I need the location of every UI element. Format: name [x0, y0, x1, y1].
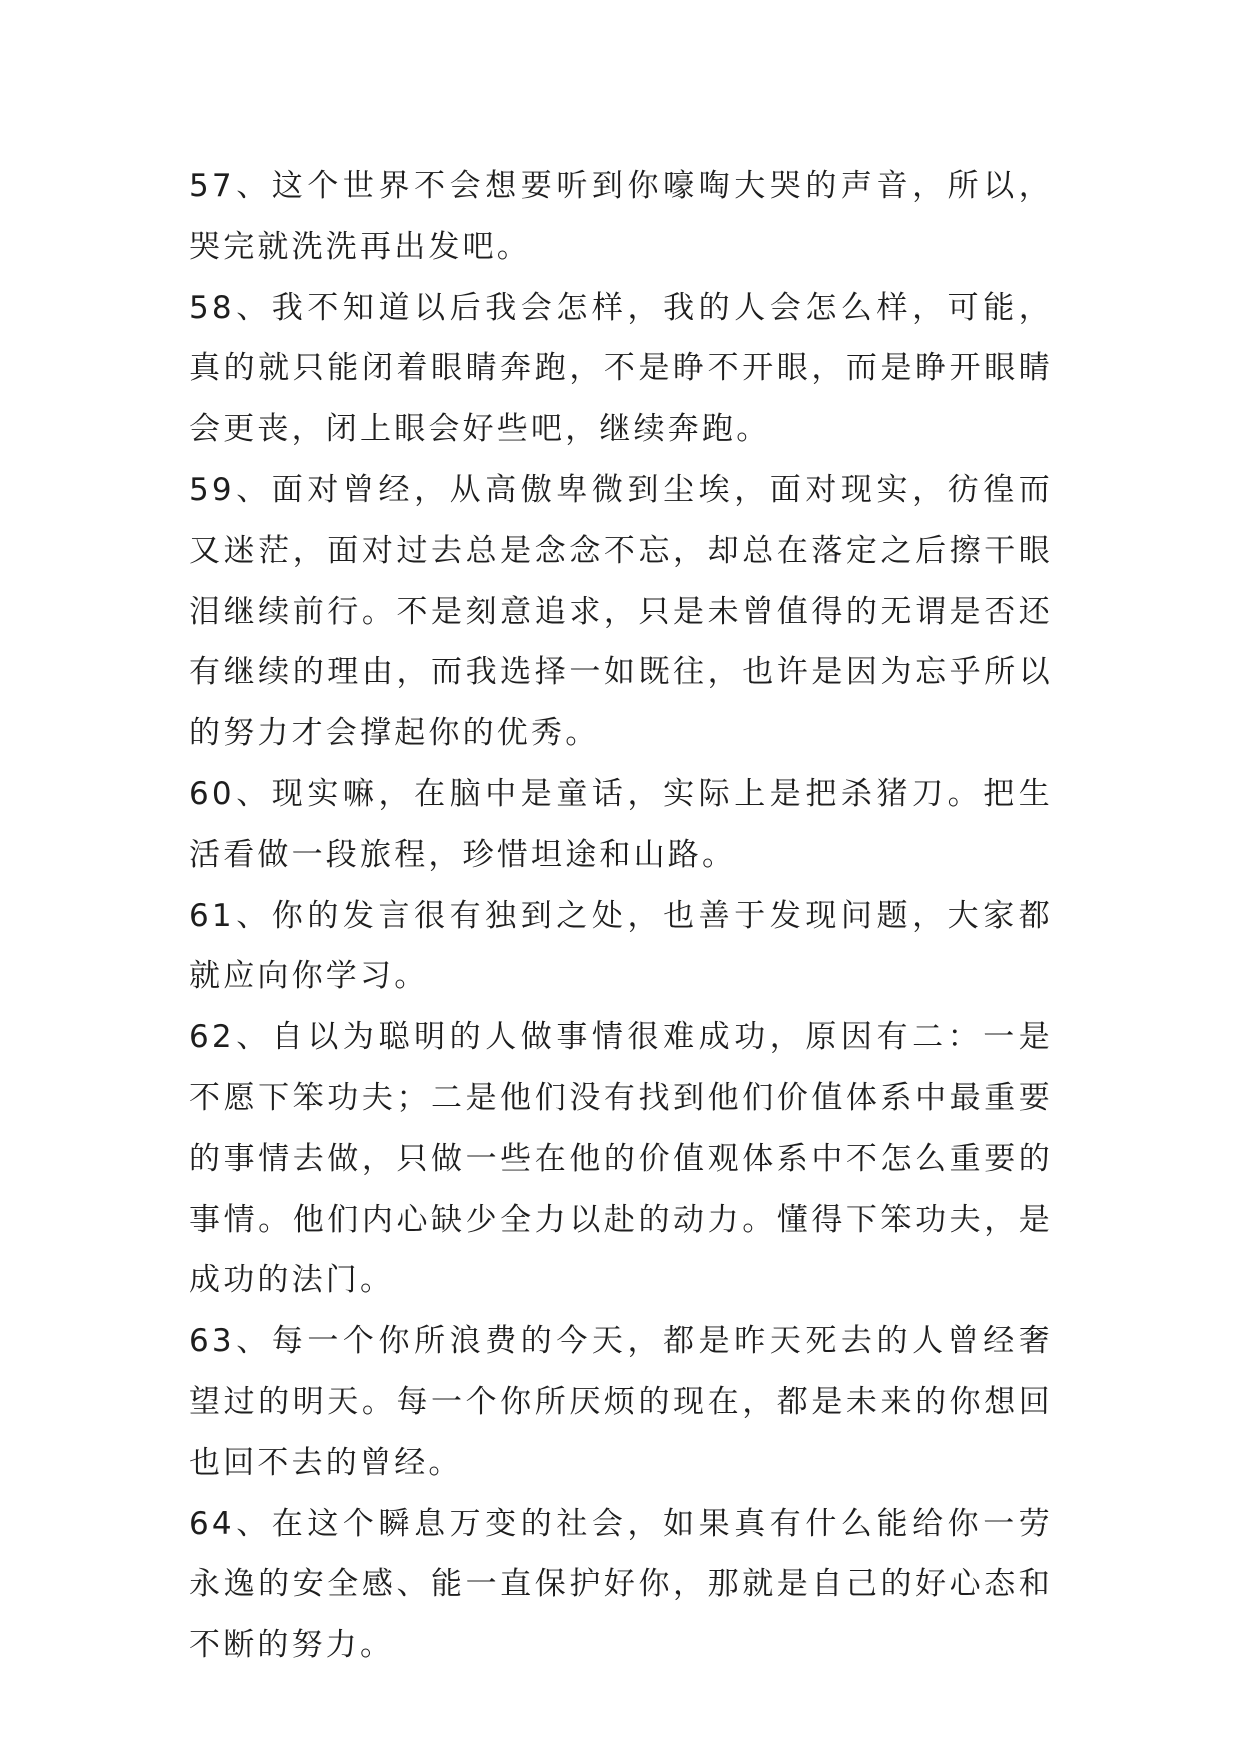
paragraph-62: 62、自以为聪明的人做事情很难成功，原因有二：一是不愿下笨功夫；二是他们没有找到他们价值体系中最重要的事情去做，只做一些在他的价值观体系中不怎么重要的事情。他们内心缺少全力以赴的动力。懂得下笨功夫，是成功的法门。	[189, 1019, 1053, 1299]
paragraph-63: 63、每一个你所浪费的今天，都是昨天死去的人曾经奢望过的明天。每一个你所厌烦的现在，都是未来的你想回也回不去的曾经。	[189, 1323, 1053, 1481]
paragraph-60: 60、现实嘛，在脑中是童话，实际上是把杀猪刀。把生活看做一段旅程，珍惜坦途和山路。	[189, 775, 1053, 873]
paragraph-58: 58、我不知道以后我会怎样，我的人会怎么样，可能，真的就只能闭着眼睛奔跑，不是睁不开眼，而是睁开眼睛会更丧，闭上眼会好些吧，继续奔跑。	[189, 289, 1053, 448]
paragraph-61: 61、你的发言很有独到之处，也善于发现问题，大家都就应向你学习。	[189, 897, 1053, 995]
paragraph-57: 57、这个世界不会想要听到你嚎啕大哭的声音，所以，哭完就洗洗再出发吧。	[189, 168, 1053, 265]
paragraph-59: 59、面对曾经，从高傲卑微到尘埃，面对现实，彷徨而又迷茫，面对过去总是念念不忘，却总在落定之后擦干眼泪继续前行。不是刻意追求，只是未曾值得的无谓是否还有继续的理由，而我选择一如既往，也许是因为忘乎所以的努力才会撑起你的优秀。	[189, 471, 1053, 752]
document-body	[189, 156, 1053, 1676]
paragraph-64: 64、在这个瞬息万变的社会，如果真有什么能给你一劳永逸的安全感、能一直保护好你，那就是自己的好心态和不断的努力。	[189, 1505, 1053, 1664]
